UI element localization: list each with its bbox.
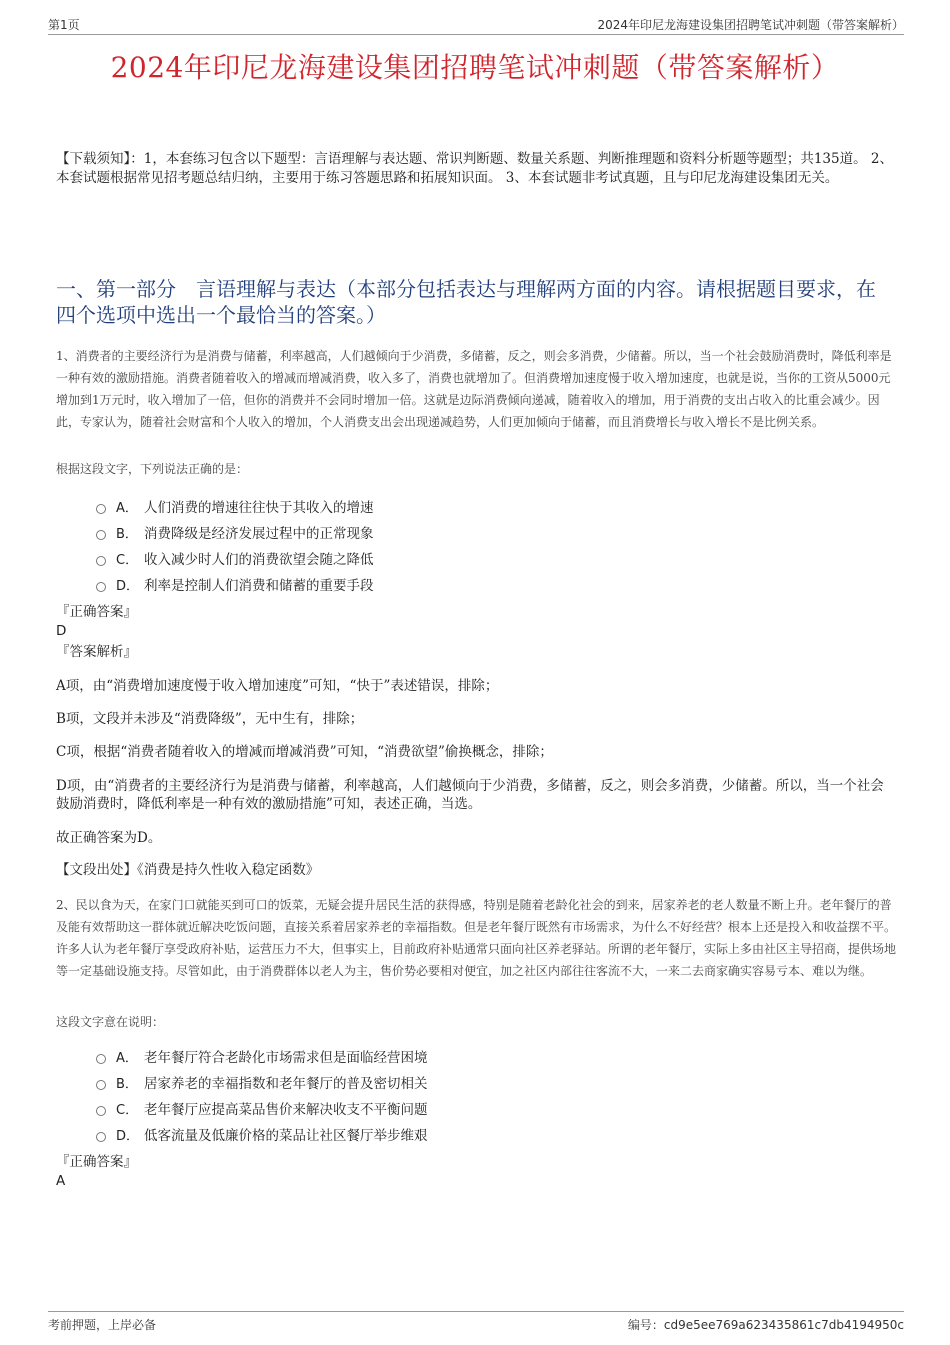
question-2-answer: A [56,1173,66,1189]
question-1-source: 【文段出处】《消费是持久性收入稳定函数》 [56,862,320,878]
question-1-option-b[interactable]: B． 消费降级是经济发展过程中的正常现象 [96,519,890,545]
page-number: 第1页 [48,18,80,32]
question-1-analysis-label: 『答案解析』 [56,644,137,660]
question-1-analysis-c: C项，根据“消费者随着收入的增减而增减消费”可知，“消费欲望”偷换概念，排除； [56,744,553,760]
download-notice: 【下载须知】：1，本套练习包含以下题型：言语理解与表达题、常识判断题、数量关系题、判断推理题和资料分析题等题型；共135道。 2、本套试题根据常见招考题总结归纳，主要用于练习答题思路和拓展知识面。 3、本套试题非考试真题，且与印尼龙海建设集团无关。 [56,151,893,186]
question-1-analysis-a: A项，由“消费增加速度慢于收入增加速度”可知，“快于”表述错误，排除； [56,678,499,694]
question-2-option-c[interactable]: C． 老年餐厅应提高菜品售价来解决收支不平衡问题 [96,1095,890,1121]
section-title: 一、第一部分 言语理解与表达（本部分包括表达与理解两方面的内容。请根据题目要求，在四个选项中选出一个最恰当的答案。） [56,277,876,327]
radio-icon[interactable] [96,1054,106,1064]
radio-icon[interactable] [96,1106,106,1116]
question-1-answer: D [56,623,67,639]
question-2-options [96,1043,890,1147]
page-footer [48,1311,904,1332]
header-doc-title: 2024年印尼龙海建设集团招聘笔试冲刺题（带答案解析） [597,18,904,32]
footer-slogan: 考前押题，上岸必备 [48,1318,157,1332]
question-1-option-c[interactable]: C． 收入减少时人们的消费欲望会随之降低 [96,545,890,571]
question-1-answer-label: 『正确答案』 [56,604,137,620]
radio-icon[interactable] [96,1080,106,1090]
question-1-conclusion: 故正确答案为D。 [56,830,162,846]
question-2-option-a[interactable]: A． 老年餐厅符合老龄化市场需求但是面临经营困境 [96,1043,890,1069]
question-2-option-b[interactable]: B． 居家养老的幸福指数和老年餐厅的普及密切相关 [96,1069,890,1095]
question-1-options [96,493,890,597]
question-2-prompt: 这段文字意在说明： [56,1015,165,1029]
question-1-analysis-b: B项，文段并未涉及“消费降级”，无中生有，排除； [56,711,364,727]
radio-icon[interactable] [96,582,106,592]
radio-icon[interactable] [96,504,106,514]
question-1-option-a[interactable]: A． 人们消费的增速往往快于其收入的增速 [96,493,890,519]
document-title: 2024年印尼龙海建设集团招聘笔试冲刺题（带答案解析） [110,51,840,84]
footer-serial: 编号：cd9e5ee769a623435861c7db4194950c [627,1318,904,1332]
question-1-passage: 1、消费者的主要经济行为是消费与储蓄，利率越高，人们越倾向于少消费，多储蓄，反之，则会多消费，少储蓄。所以，当一个社会鼓励消费时，降低利率是一种有效的激励措施。消费者随着收入的增减而增减消费，收入多了，消费也就增加了。但消费增加速度慢于收入增加速度，也就是说，当你的工资从5000元增加到1万元时，收入增加了一倍，但你的消费并不会同时增加一倍。这就是边际消费倾向递减，随着收入的增加，用于消费的支出占收入的比重会减少。因此，专家认为，随着社会财富和个人收入的增加，个人消费支出会出现递减趋势，人们更加倾向于储蓄，而且消费增长与收入增长不是比例关系。 [56,349,892,429]
question-2-answer-label: 『正确答案』 [56,1154,137,1170]
radio-icon[interactable] [96,556,106,566]
question-2-passage: 2、民以食为天，在家门口就能买到可口的饭菜，无疑会提升居民生活的获得感，特别是随着老龄化社会的到来，居家养老的老人数量不断上升。老年餐厅的普及能有效帮助这一群体就近解决吃饭问题，直接关系着居家养老的幸福指数。但是老年餐厅既然有市场需求，为什么不好经营？根本上还是投入和收益摆不平。许多人认为老年餐厅享受政府补贴，运营压力不大，但事实上，目前政府补贴通常只面向社区养老驿站。所谓的老年餐厅，实际上多由社区主导招商，提供场地等一定基础设施支持。尽管如此，由于消费群体以老人为主，售价势必要相对便宜，加之社区内部往往客流不大，一来二去商家确实容易亏本、难以为继。 [56,898,897,978]
question-1-analysis-d: D项，由“消费者的主要经济行为是消费与储蓄，利率越高，人们越倾向于少消费，多储蓄，反之，则会多消费，少储蓄。所以，当一个社会鼓励消费时，降低利率是一种有效的激励措施”可知，表述正确，当选。 [56,778,884,812]
radio-icon[interactable] [96,1132,106,1142]
radio-icon[interactable] [96,530,106,540]
question-1-option-d[interactable]: D． 利率是控制人们消费和储蓄的重要手段 [96,571,890,597]
page-header [48,16,904,35]
question-2-option-d[interactable]: D． 低客流量及低廉价格的菜品让社区餐厅举步维艰 [96,1121,890,1147]
question-1-prompt: 根据这段文字，下列说法正确的是： [56,462,249,476]
